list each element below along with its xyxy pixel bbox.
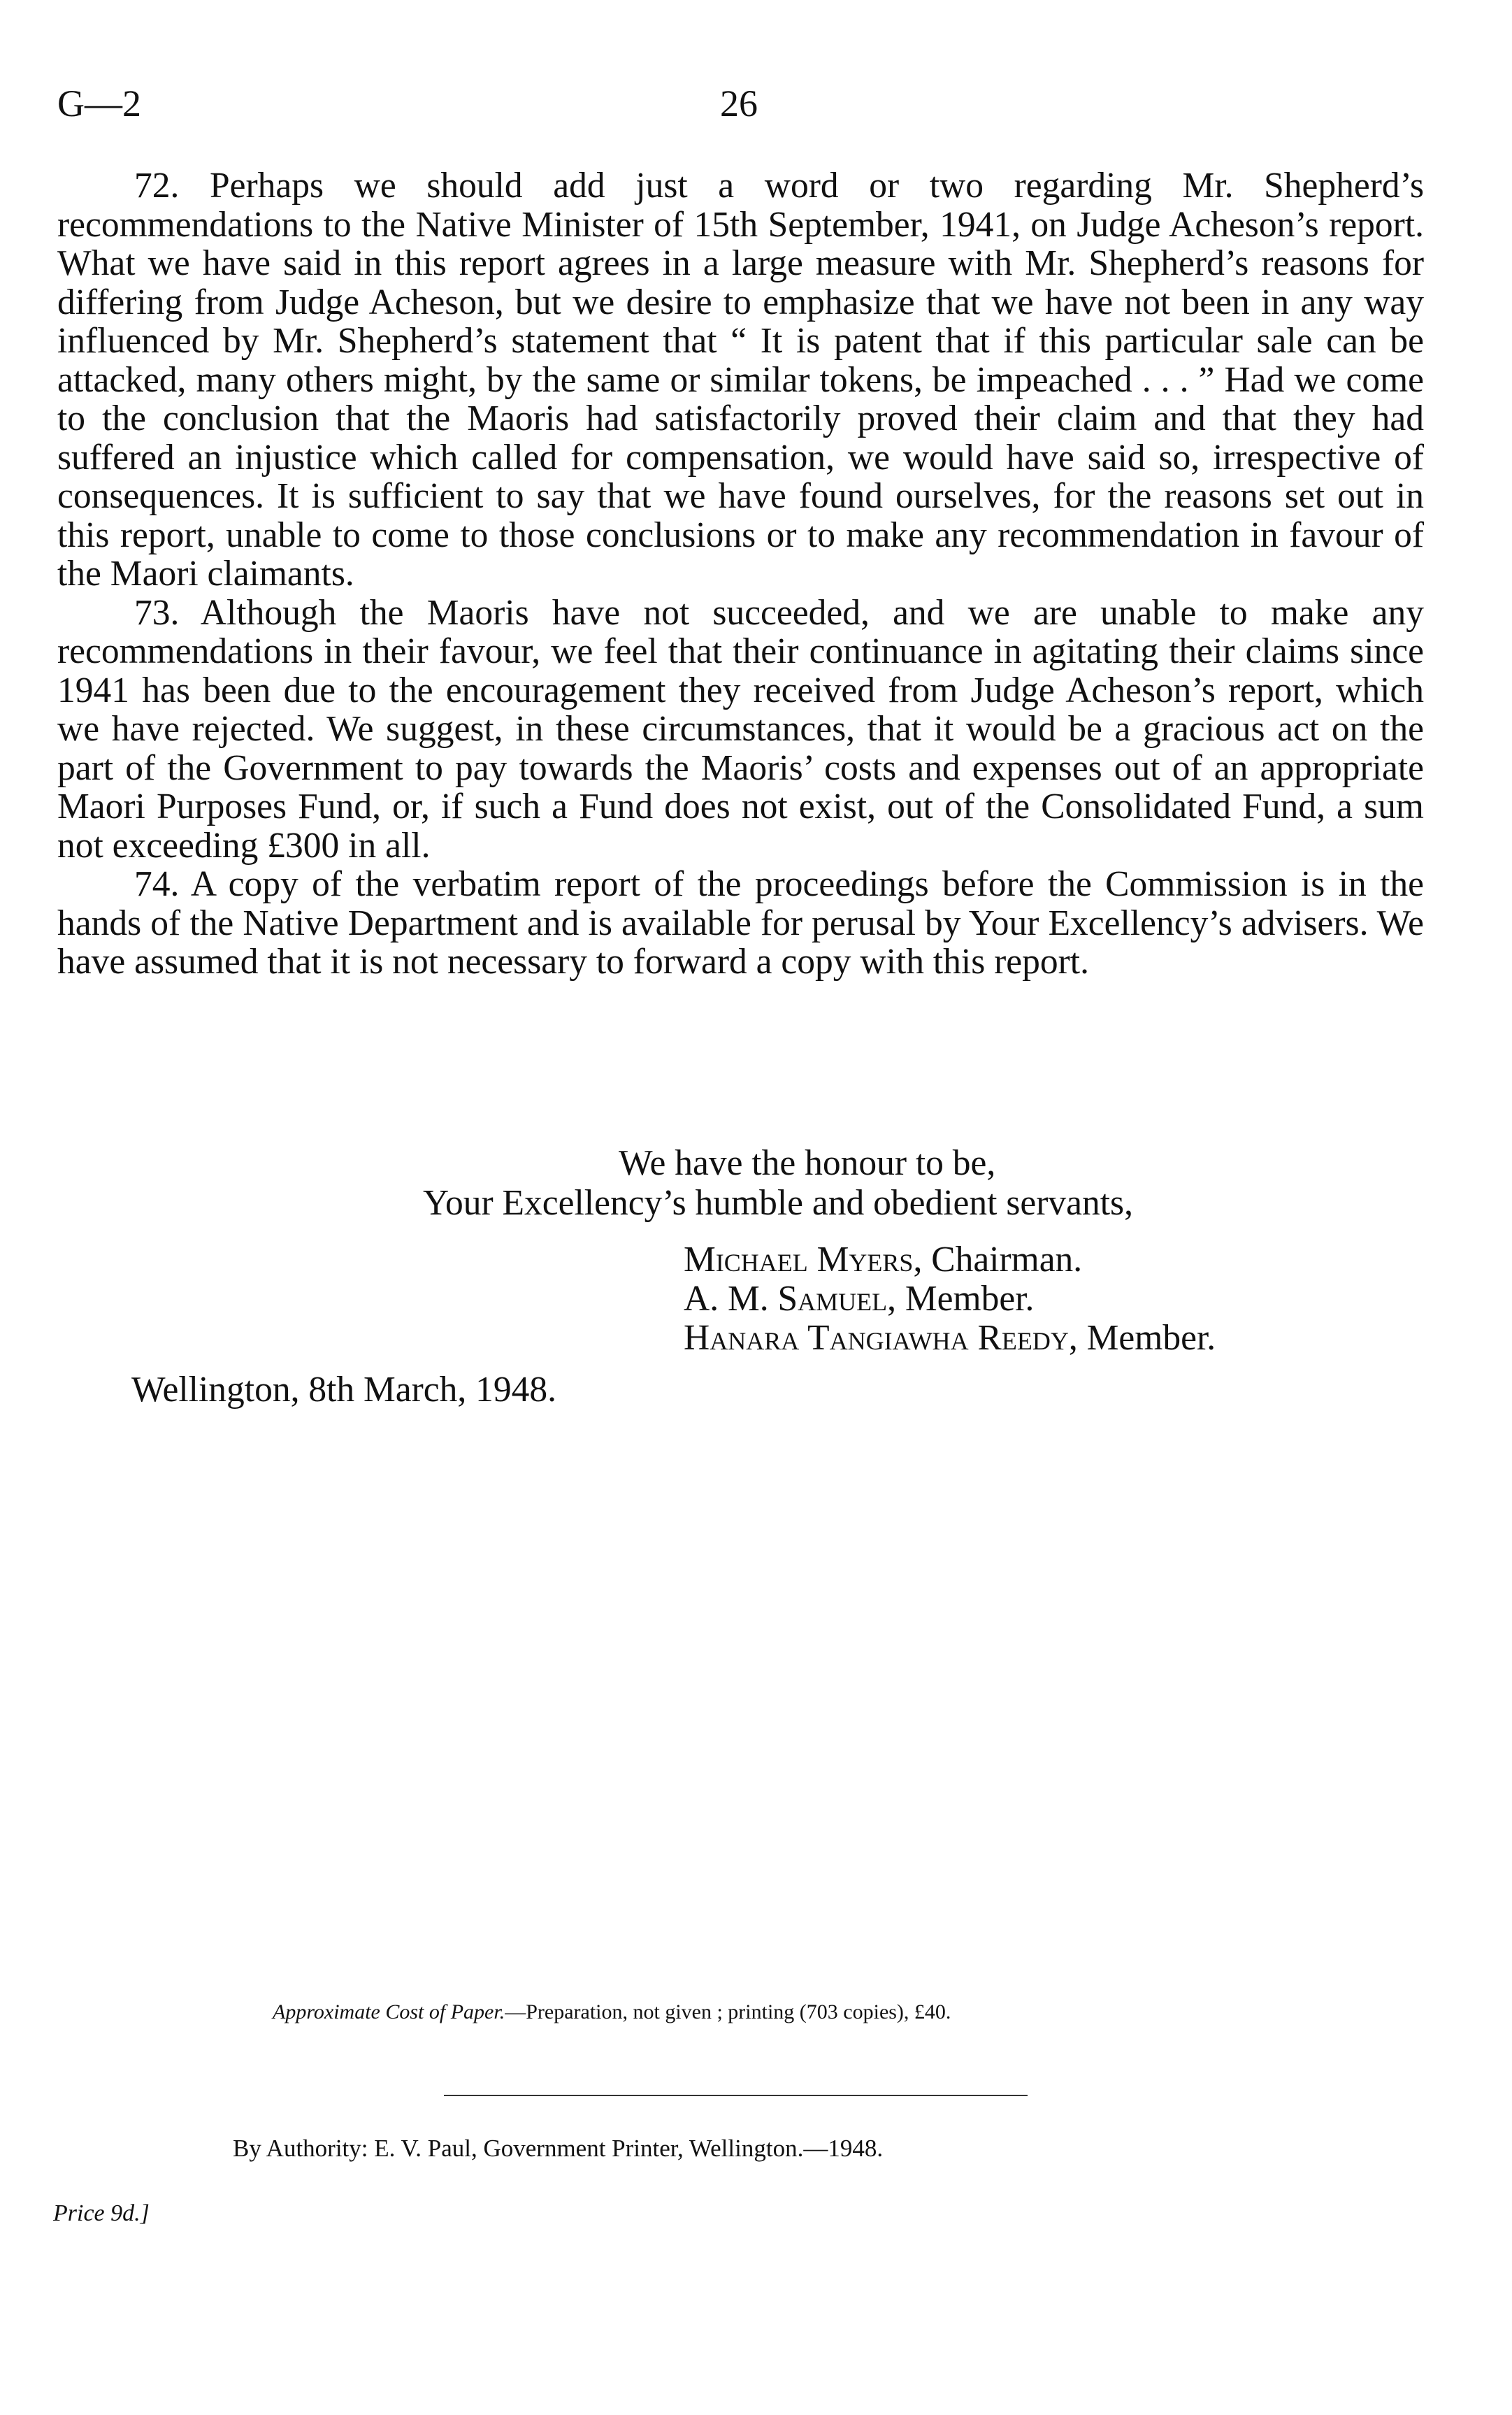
- signatory-member-reedy: [684, 1319, 1216, 1358]
- paragraph-74: 74. A copy of the verbatim report of the proceedings before the Commission is in the hands of the Native Department and is available for perusal by Your Excellency’s advisers. We have assumed that it is not necessary to forward a copy with this report.: [57, 864, 1424, 982]
- signatory-role: , Chairman.: [913, 1240, 1083, 1280]
- signatory-role: , Member.: [887, 1279, 1035, 1319]
- cost-label: Approximate Cost of Paper.: [273, 2000, 505, 2023]
- page-number: 26: [720, 83, 758, 124]
- printer-imprint: By Authority: E. V. Paul, Government Printer, Wellington.—1948.: [233, 2135, 884, 2162]
- place-and-date: Wellington, 8th March, 1948.: [131, 1370, 557, 1410]
- signatory-name: Michael Myers: [684, 1240, 914, 1280]
- cost-of-paper-note: [273, 2000, 951, 2025]
- signatory-role: , Member.: [1068, 1318, 1216, 1358]
- signatory-chairman: [684, 1240, 1082, 1280]
- signatory-name: Hanara Tangiawha Reedy: [684, 1318, 1069, 1358]
- signatory-member-samuel: [684, 1280, 1034, 1319]
- footer-divider: [444, 2095, 1028, 2096]
- report-body: [57, 166, 1424, 982]
- document-reference: G—2: [57, 83, 141, 124]
- price-note: Price 9d.]: [53, 2200, 150, 2226]
- signatory-name: A. M. Samuel: [684, 1279, 888, 1319]
- cost-detail: —Preparation, not given ; printing (703 copies), £40.: [505, 2000, 951, 2023]
- paragraph-73: 73. Although the Maoris have not succeeded, and we are unable to make any recommendations in their favour, we feel that their continuance in agitating their claims since 1941 has been due to the encouragement they received from Judge Acheson’s report, which we have rejected. We suggest, in these circumstances, that it would be a gracious act on the part of the Government to pay towards the Maoris’ costs and expenses out of an appropriate Maori Purposes Fund, or, if such a Fund does not exist, out of the Consolidated Fund, a sum not exceeding £300 in all.: [57, 592, 1424, 866]
- closing-line-servants: Your Excellency’s humble and obedient servants,: [423, 1183, 1133, 1223]
- paragraph-72: 72. Perhaps we should add just a word or two regarding Mr. Shepherd’s recommendations to the Native Minister of 15th September, 1941, on Judge Acheson’s report. What we have said in this report agrees in a large measure with Mr. Shepherd’s reasons for differing from Judge Acheson, but we desire to emphasize that we have not been in any way influenced by Mr. Shepherd’s statement that “ It is patent that if this particular sale can be attacked, many others might, by the same or similar tokens, be impeached . . . ” Had we come to the conclusion that the Maoris had satisfactorily proved their claim and that they had suffered an injustice which called for compensation, we would have said so, irrespective of consequences. It is sufficient to say that we have found ourselves, for the reasons set out in this report, unable to come to those conclusions or to make any recommendation in favour of the Maori claimants.: [57, 166, 1424, 594]
- closing-line-honour: We have the honour to be,: [619, 1143, 996, 1183]
